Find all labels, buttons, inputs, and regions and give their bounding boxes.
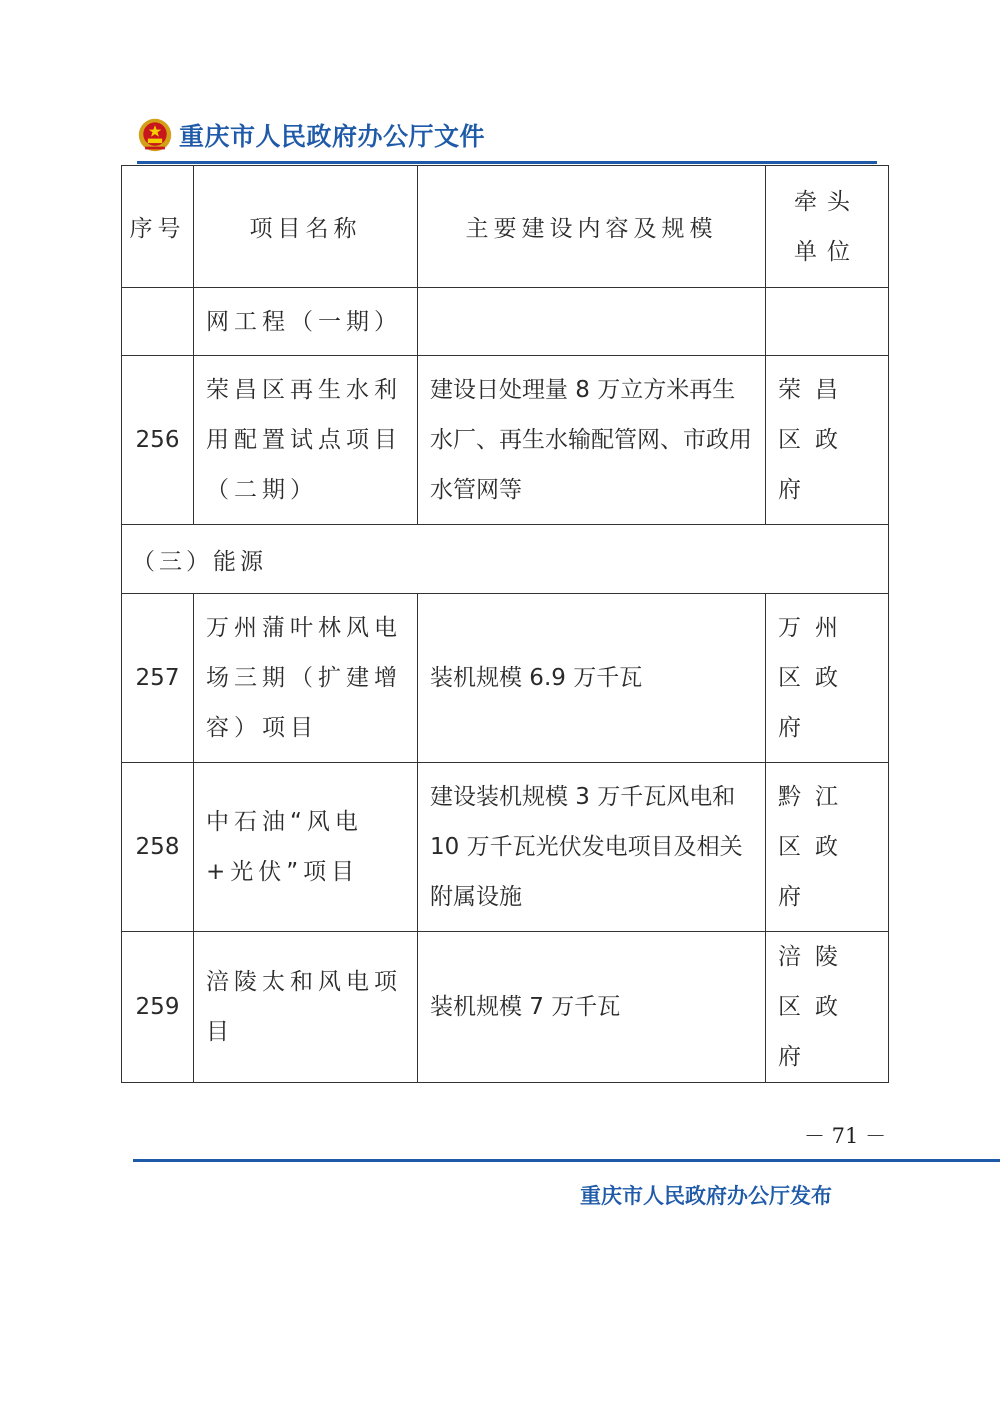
- national-emblem-icon: [137, 117, 173, 153]
- document-header: [137, 113, 485, 157]
- col-header-content: 主要建设内容及规模: [418, 166, 766, 288]
- project-table: [121, 165, 889, 1083]
- cell-content: 建设装机规模 3 万千瓦风电和 10 万千瓦光伏发电项目及相关附属设施: [418, 763, 766, 932]
- col-header-no: 序号: [122, 166, 194, 288]
- table-header-row: [122, 166, 889, 288]
- header-title: 重庆市人民政府办公厅文件: [179, 122, 486, 151]
- cell-name: 中石油“风电+光伏”项目: [194, 763, 418, 932]
- table-row: [122, 594, 889, 763]
- cell-no: 259: [122, 932, 194, 1083]
- cell-no: 256: [122, 356, 194, 525]
- cell-no: [122, 288, 194, 356]
- cell-content: 装机规模 6.9 万千瓦: [418, 594, 766, 763]
- col-header-lead: 牵头单位: [766, 166, 889, 288]
- col-header-name: 项目名称: [194, 166, 418, 288]
- cell-name: 荣昌区再生水利用配置试点项目（二期）: [194, 356, 418, 525]
- table-row: [122, 763, 889, 932]
- cell-content: [418, 288, 766, 356]
- table-row: [122, 288, 889, 356]
- cell-lead: 涪陵区政府: [766, 932, 889, 1083]
- page-number: － 71 －: [804, 1124, 887, 1148]
- cell-lead: 荣昌区政府: [766, 356, 889, 525]
- table-row: [122, 356, 889, 525]
- cell-name: 网工程（一期）: [194, 288, 418, 356]
- table-row: [122, 932, 889, 1083]
- header-rule: [137, 161, 877, 164]
- cell-name: 涪陵太和风电项目: [194, 932, 418, 1083]
- section-row: [122, 525, 889, 594]
- cell-name: 万州蒲叶林风电场三期（扩建增容）项目: [194, 594, 418, 763]
- cell-lead: [766, 288, 889, 356]
- footer-rule: [133, 1159, 1000, 1162]
- footer-publisher: 重庆市人民政府办公厅发布: [580, 1183, 832, 1208]
- section-label: （三）能源: [122, 525, 889, 594]
- cell-content: 装机规模 7 万千瓦: [418, 932, 766, 1083]
- cell-no: 257: [122, 594, 194, 763]
- cell-content: 建设日处理量 8 万立方米再生水厂、再生水输配管网、市政用水管网等: [418, 356, 766, 525]
- cell-lead: 黔江区政府: [766, 763, 889, 932]
- cell-no: 258: [122, 763, 194, 932]
- cell-lead: 万州区政府: [766, 594, 889, 763]
